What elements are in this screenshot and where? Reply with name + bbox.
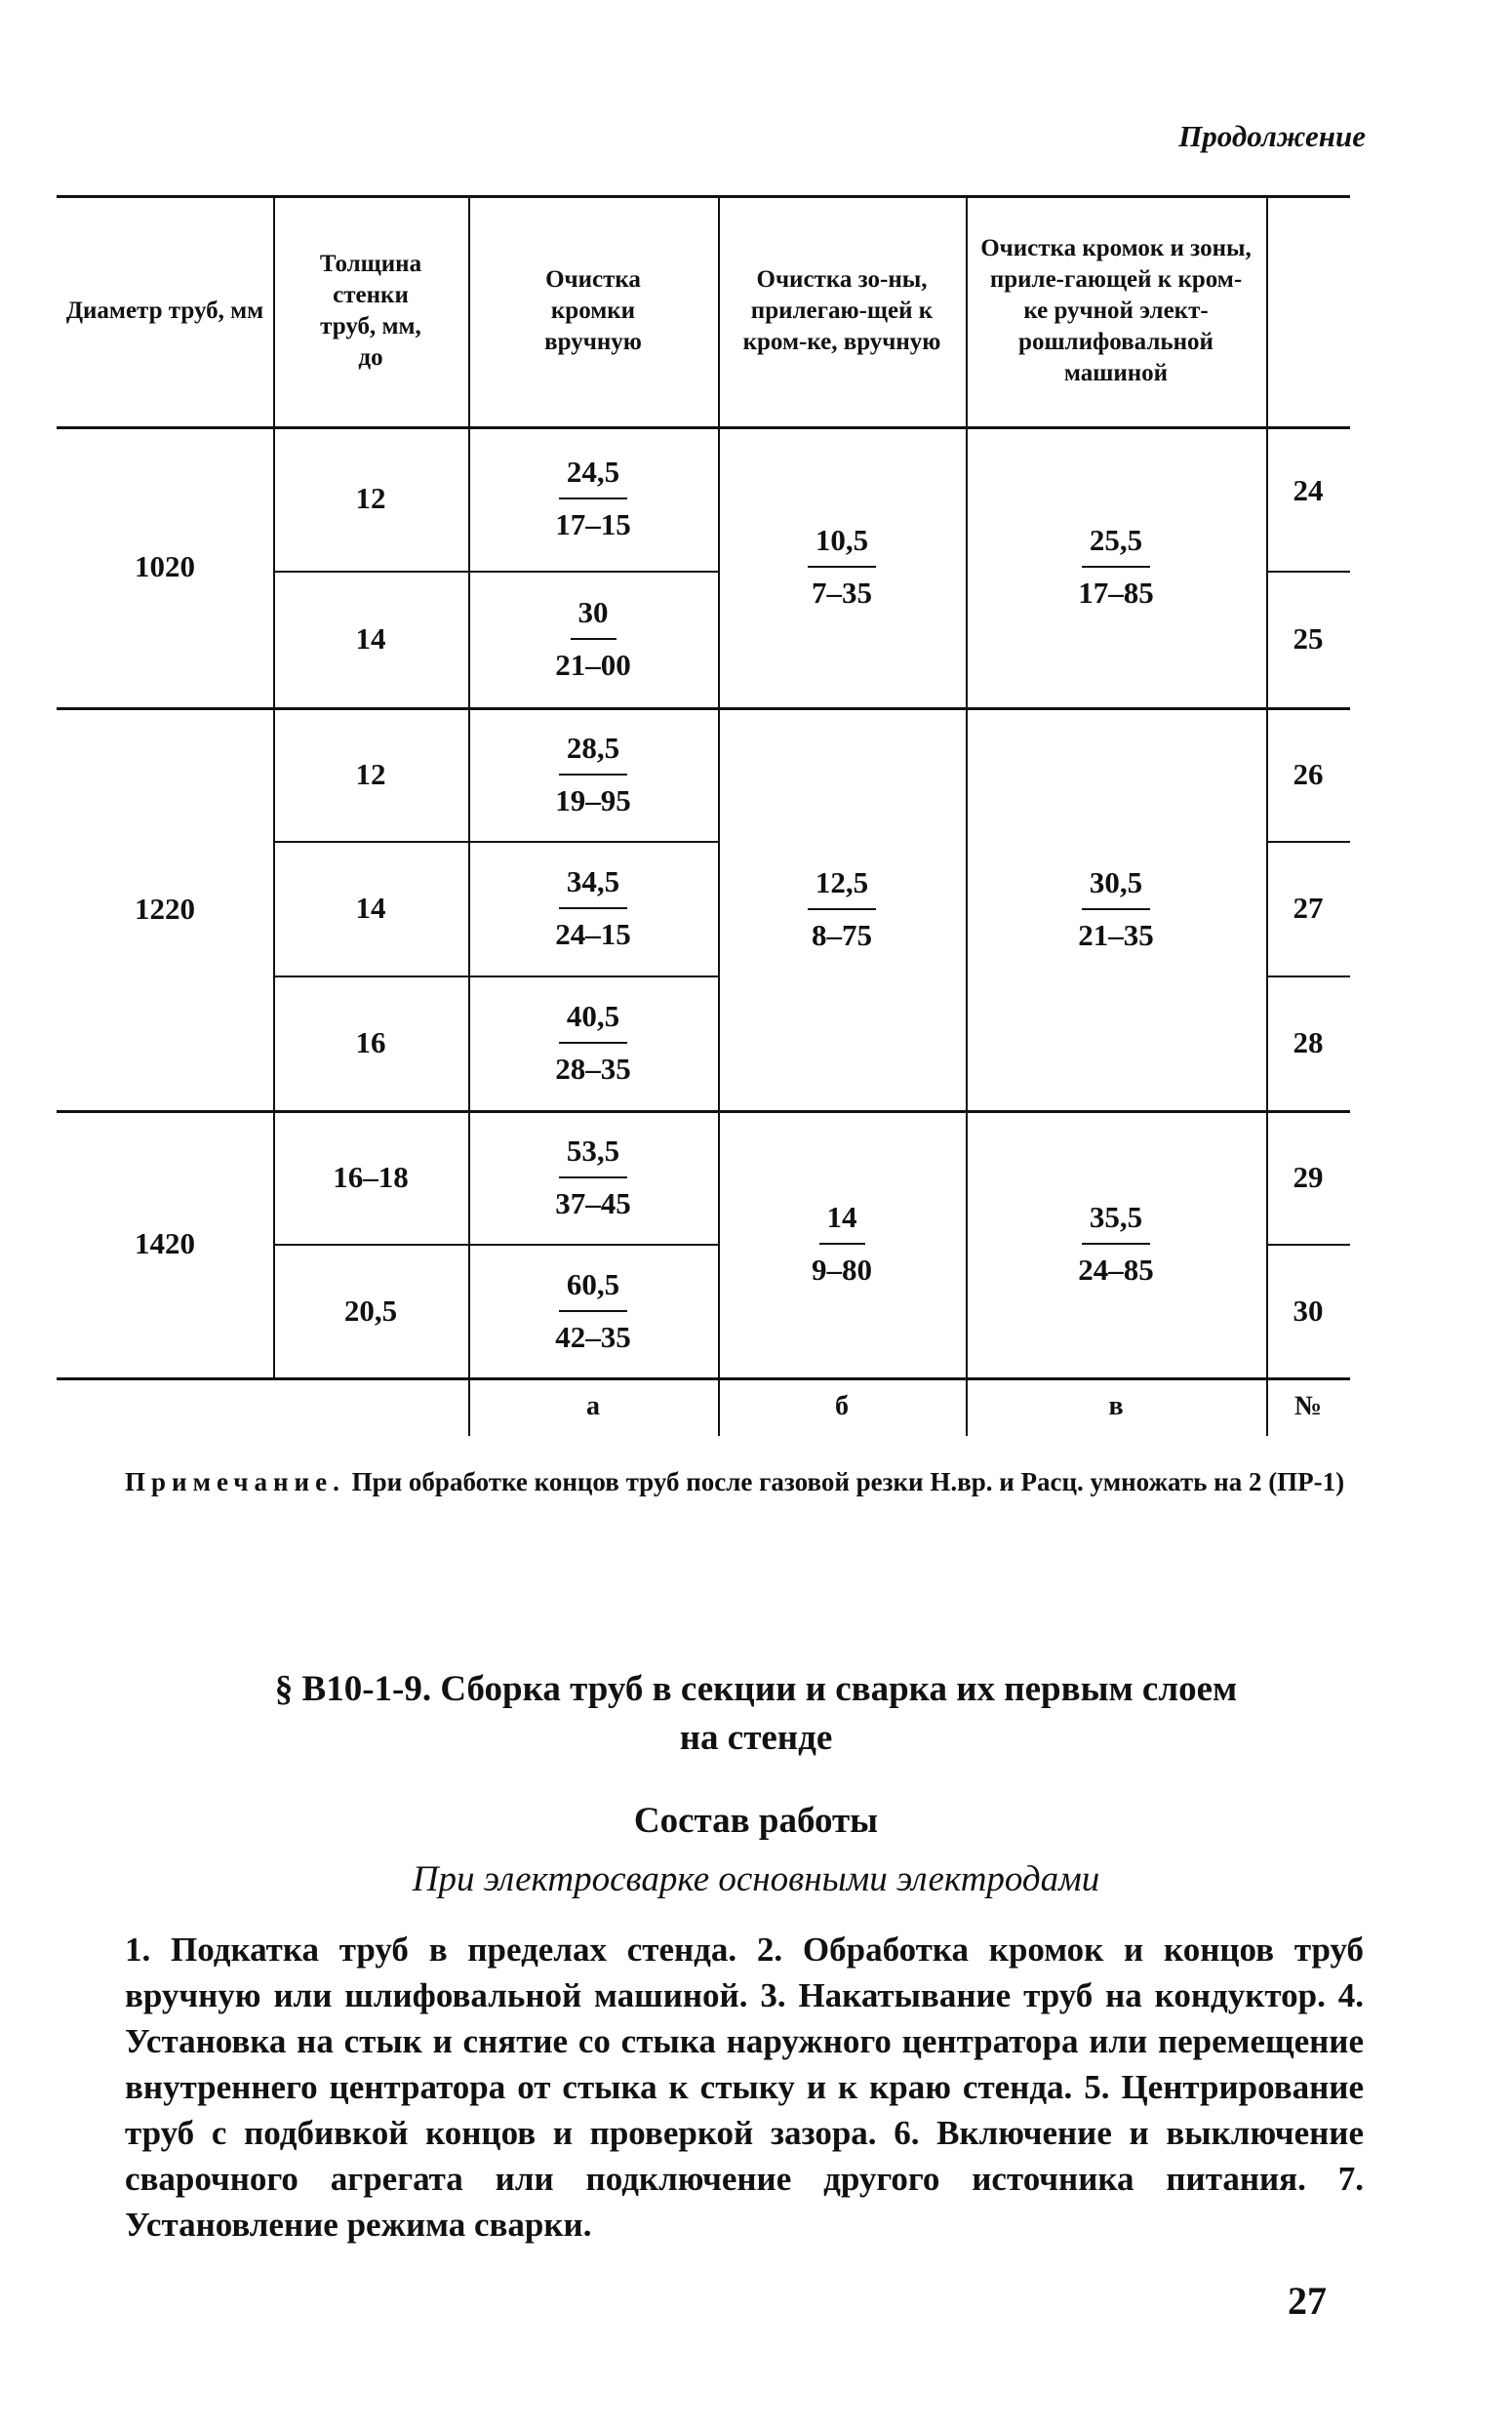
row-number: 30	[1293, 1293, 1324, 1328]
edge-manual-cell	[468, 1244, 718, 1377]
machine-cell	[966, 1110, 1266, 1377]
note-text: При обработке концов труб после газовой резки Н.вр. и Расц. умножать на 2 (ПР-1)	[344, 1467, 1345, 1496]
edge-manual-cell	[468, 976, 718, 1110]
norm-fraction	[1070, 865, 1162, 953]
thickness-cell: 16	[355, 1025, 386, 1059]
diameter-cell: 1020	[135, 549, 195, 583]
column-letter-v: в	[1108, 1391, 1124, 1421]
rate: 28–35	[555, 1052, 631, 1086]
norm-fraction	[804, 523, 880, 611]
row-number: 29	[1293, 1159, 1324, 1194]
machine-cell	[966, 426, 1266, 707]
norm-fraction	[1070, 1200, 1162, 1288]
time-norm: 12,5	[808, 865, 876, 910]
diameter-cell: 1220	[135, 891, 195, 926]
time-norm: 30	[571, 595, 617, 640]
header-zone-manual: Очистка зо-ны, прилегаю-щей к кром-ке, вручную	[742, 265, 941, 355]
table-note	[125, 1463, 1364, 1500]
norm-fraction	[547, 731, 639, 818]
norm-fraction	[547, 455, 639, 542]
rate: 24–85	[1078, 1253, 1154, 1287]
work-description: 1. Подкатка труб в пределах стенда. 2. Обработка кромок и концов труб вручную или шлифовальной машиной. 3. Накатывание труб на кондуктор. 4. Установка на стык и снятие со стыка наружного центратора или перемещение внутреннего центратора от стыка к стыку и к краю стенда. 5. Центрирование труб с подбивкой концов и проверкой зазора. 6. Включение и выключение сварочного агрегата или подключение другого источника питания. 7. Установление режима сварки.	[125, 1931, 1364, 2244]
thickness-cell: 14	[355, 891, 386, 925]
rate: 17–15	[555, 507, 631, 541]
time-norm: 28,5	[559, 731, 627, 776]
work-heading: Состав работы	[633, 1801, 879, 1841]
rate: 42–35	[555, 1319, 631, 1354]
column-letter-b: б	[835, 1391, 849, 1421]
rate: 7–35	[812, 576, 872, 610]
diameter-cell: 1420	[135, 1226, 195, 1260]
edge-manual-cell	[468, 707, 718, 841]
rate: 37–45	[555, 1185, 631, 1220]
edge-manual-cell	[468, 1110, 718, 1244]
time-norm: 60,5	[559, 1267, 627, 1312]
rate: 17–85	[1078, 576, 1154, 610]
work-subheading: При электросварке основными электродами	[412, 1859, 1100, 1899]
time-norm: 25,5	[1082, 523, 1150, 568]
continuation-label: Продолжение	[1178, 119, 1366, 153]
rate: 8–75	[812, 917, 872, 952]
row-number: 25	[1293, 621, 1324, 656]
section-title-line-1: § В10-1-9. Сборка труб в секции и сварка их первым слоем	[274, 1669, 1238, 1709]
time-norm: 24,5	[559, 455, 627, 499]
time-norm: 35,5	[1082, 1200, 1150, 1245]
rate: 9–80	[812, 1253, 872, 1287]
time-norm: 53,5	[559, 1134, 627, 1178]
edge-manual-cell	[468, 841, 718, 976]
thickness-cell: 16–18	[333, 1159, 409, 1194]
norm-fraction	[804, 1200, 880, 1288]
column-letter-a: а	[586, 1391, 600, 1421]
header-edge-manual: Очистка кромки вручную	[544, 265, 642, 355]
norm-fraction	[1070, 523, 1162, 611]
time-norm: 14	[819, 1200, 865, 1245]
row-number: 24	[1293, 473, 1324, 507]
norm-fraction	[804, 865, 880, 953]
time-norm: 30,5	[1082, 865, 1150, 910]
thickness-cell: 14	[355, 621, 386, 656]
machine-cell	[966, 707, 1266, 1110]
header-edge-zone-machine: Очистка кромок и зоны, приле-гающей к кром-ке ручной элект-рошлифовальной машиной	[980, 234, 1252, 386]
section-title-line-2: на стенде	[679, 1718, 833, 1758]
rate: 19–95	[555, 782, 631, 817]
time-norm: 10,5	[808, 523, 876, 568]
edge-manual-cell	[468, 571, 718, 707]
rate: 24–15	[555, 917, 631, 951]
time-norm: 40,5	[559, 999, 627, 1044]
thickness-cell: 12	[355, 756, 386, 791]
note-label: Примечание.	[125, 1467, 345, 1496]
norm-fraction	[547, 999, 639, 1087]
header-diameter: Диаметр труб, мм	[65, 297, 264, 324]
zone-manual-cell	[718, 426, 966, 707]
norm-fraction	[547, 864, 639, 952]
zone-manual-cell	[718, 707, 966, 1110]
column-number-sign: №	[1293, 1391, 1323, 1421]
edge-manual-cell	[468, 426, 718, 571]
time-norm: 34,5	[559, 864, 627, 909]
row-number: 26	[1293, 756, 1324, 791]
thickness-cell: 12	[355, 481, 386, 515]
page-number: 27	[1288, 2279, 1327, 2323]
norm-fraction	[547, 1134, 639, 1221]
rate: 21–00	[555, 648, 631, 682]
thickness-cell: 20,5	[343, 1293, 398, 1328]
header-thickness: Толщина стенки труб, мм, до	[319, 250, 422, 371]
zone-manual-cell	[718, 1110, 966, 1377]
row-number: 28	[1293, 1025, 1324, 1059]
norm-fraction	[547, 595, 639, 683]
norms-table	[57, 195, 1350, 1436]
norm-fraction	[547, 1267, 639, 1355]
rate: 21–35	[1078, 917, 1154, 952]
row-number: 27	[1293, 891, 1324, 925]
